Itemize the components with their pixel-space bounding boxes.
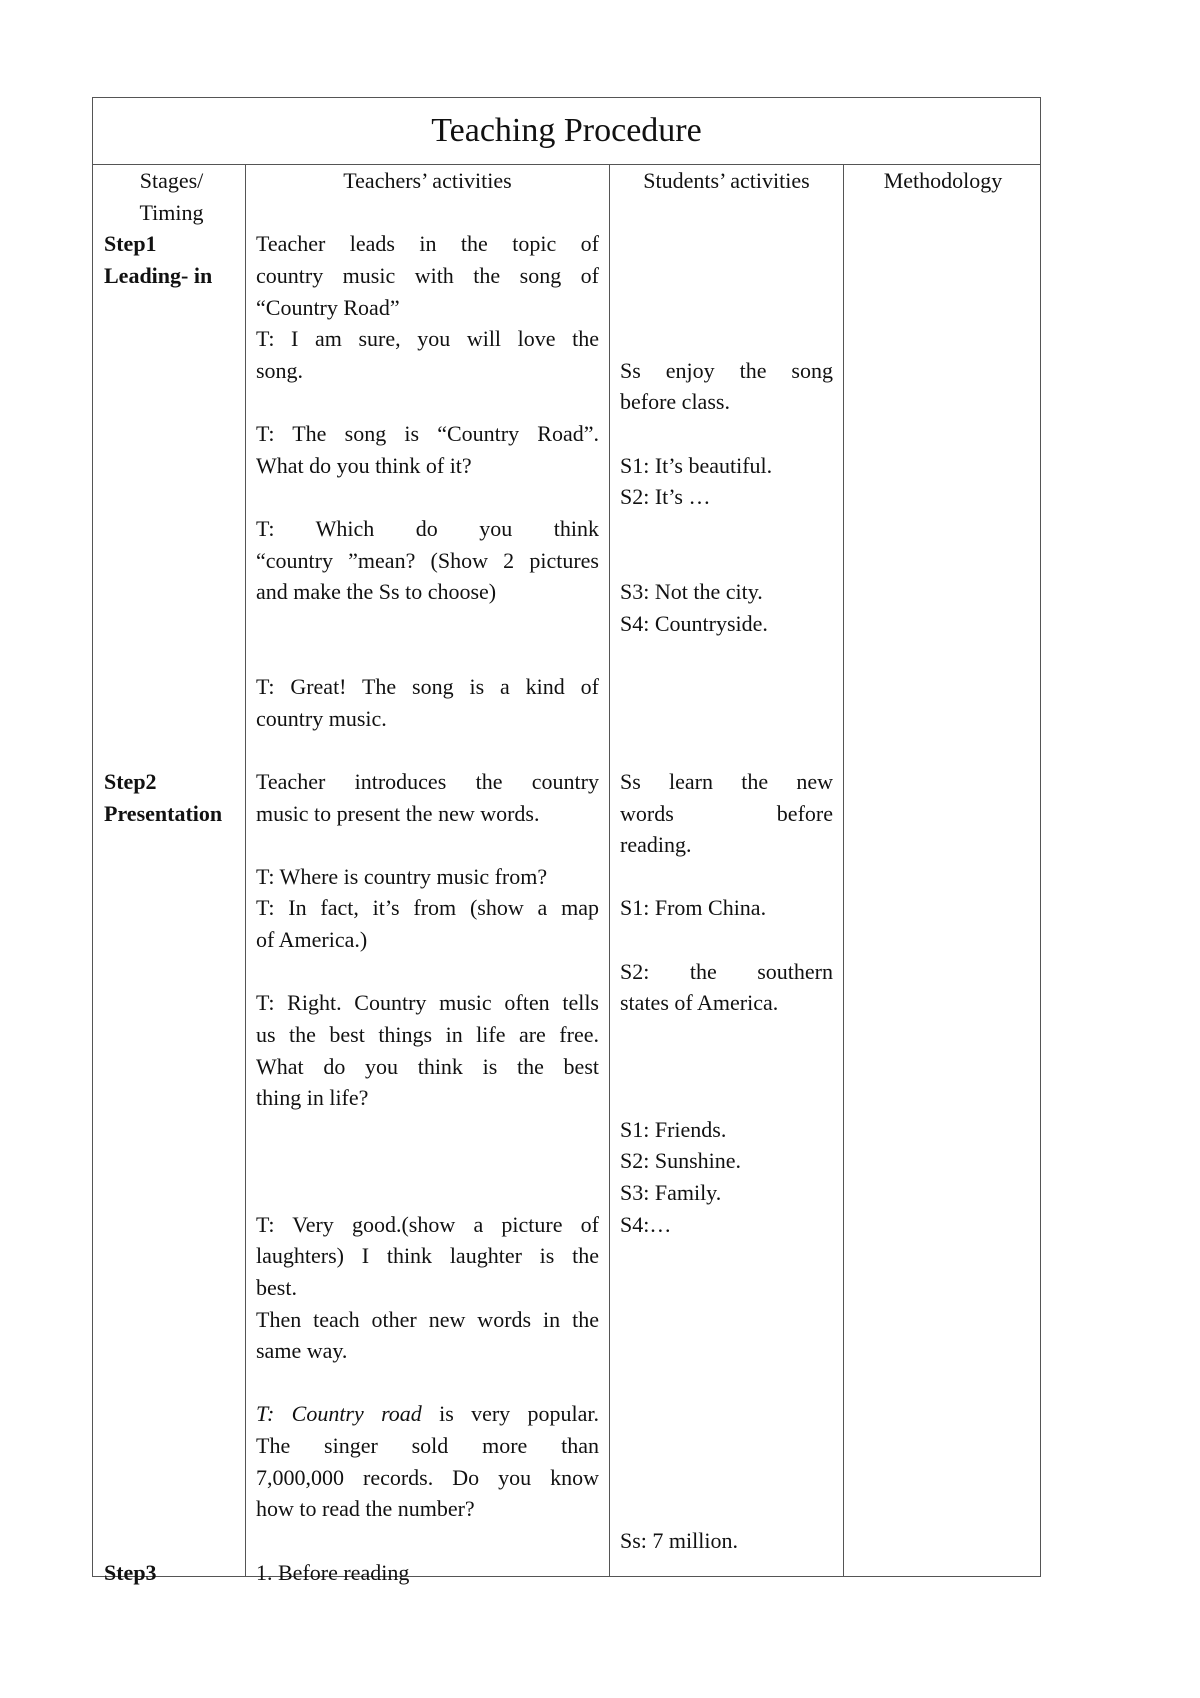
cell-line: [620, 292, 833, 324]
cell-line: [256, 481, 599, 513]
cell-line: [256, 1209, 599, 1241]
cell-line: [104, 734, 239, 766]
line-text: Step3: [104, 1559, 157, 1585]
line-text: S2: the southern: [620, 958, 833, 984]
cell-line: [620, 1209, 833, 1241]
cell-line: [104, 260, 239, 292]
cell-line: [104, 1082, 239, 1114]
column-header: [620, 165, 833, 197]
cell-line: [620, 1177, 833, 1209]
cell-line: [256, 1177, 599, 1209]
cell-line: [620, 481, 833, 513]
cell-line: [256, 734, 599, 766]
cell-line: [256, 1304, 599, 1336]
cell-line: [620, 1145, 833, 1177]
cell-line: [256, 798, 599, 830]
cell-line: [620, 1335, 833, 1367]
column-divider: [245, 164, 246, 1576]
line-text: laughters) I think laughter is the: [256, 1243, 599, 1269]
cell-line: [256, 228, 599, 260]
cell-line: [104, 386, 239, 418]
cell-line: [104, 1462, 239, 1494]
cell-line: [104, 766, 239, 798]
students-activities-column: [620, 165, 833, 1557]
column-header: [853, 165, 1033, 197]
line-text: T: Where is country music from?: [256, 863, 548, 889]
cell-line: [620, 608, 833, 640]
line-text: T: The song is “Country Road”.: [256, 421, 599, 446]
line-text: before class.: [620, 389, 730, 415]
line-text: states of America.: [620, 990, 779, 1016]
cell-line: [104, 608, 239, 640]
line-text: Students’ activities: [643, 168, 810, 193]
cell-line: [104, 1557, 239, 1589]
cell-line: [256, 987, 599, 1019]
cell-line: [256, 513, 599, 545]
cell-line: [256, 450, 599, 482]
cell-line: [104, 355, 239, 387]
cell-line: [620, 924, 833, 956]
cell-line: [104, 1051, 239, 1083]
line-text: song.: [256, 357, 304, 383]
line-text: S1: From China.: [620, 895, 767, 921]
cell-line: [256, 703, 599, 735]
cell-line: [256, 323, 599, 355]
cell-line: [620, 861, 833, 893]
line-text: how to read the number?: [256, 1496, 475, 1522]
cell-line: [104, 1272, 239, 1304]
cell-line: [104, 1145, 239, 1177]
line-text: country music.: [256, 705, 387, 731]
cell-line: [104, 228, 239, 260]
cell-line: [256, 639, 599, 671]
cell-line: [104, 1493, 239, 1525]
cell-line: [620, 418, 833, 450]
cell-line: [620, 545, 833, 577]
cell-line: [620, 323, 833, 355]
line-text: “country ”mean? (Show 2 pictures: [256, 547, 599, 573]
line-text: reading.: [620, 832, 692, 858]
line-text: Teachers’ activities: [343, 168, 512, 193]
cell-line: [104, 1240, 239, 1272]
line-text: words before: [620, 800, 833, 826]
cell-line: [620, 1240, 833, 1272]
cell-line: [256, 1430, 599, 1462]
cell-line: [104, 545, 239, 577]
cell-line: [620, 798, 833, 830]
cell-line: [256, 386, 599, 418]
line-text: Teacher introduces the country: [256, 768, 599, 794]
line-text: S2: Sunshine.: [620, 1148, 742, 1174]
cell-line: [104, 576, 239, 608]
cell-line: [104, 798, 239, 830]
line-text: Step1: [104, 231, 157, 257]
cell-line: [256, 1082, 599, 1114]
line-text: Step2: [104, 768, 157, 794]
cell-line: [620, 703, 833, 735]
line-text: Methodology: [883, 168, 1003, 193]
cell-line: [104, 1335, 239, 1367]
line-text: S3: Not the city.: [620, 579, 763, 605]
line-text: is very popular.: [421, 1401, 599, 1427]
cell-line: [620, 355, 833, 387]
cell-line: [256, 766, 599, 798]
line-text: Ss: 7 million.: [620, 1527, 738, 1553]
cell-line: [104, 513, 239, 545]
line-text: S3: Family.: [620, 1180, 722, 1205]
cell-line: [620, 1082, 833, 1114]
cell-line: [620, 450, 833, 482]
cell-line: [620, 1114, 833, 1146]
cell-line: [256, 1557, 599, 1589]
line-text: What do you think of it?: [256, 452, 472, 478]
cell-line: [104, 861, 239, 893]
cell-line: [620, 1272, 833, 1304]
cell-line: [620, 892, 833, 924]
cell-line: [256, 1114, 599, 1146]
cell-line: [256, 924, 599, 956]
cell-line: [104, 1304, 239, 1336]
cell-line: [256, 1525, 599, 1557]
cell-line: [256, 861, 599, 893]
line-text: T: In fact, it’s from (show a map: [256, 895, 599, 921]
line-text: S2: It’s …: [620, 484, 711, 510]
cell-line: [620, 386, 833, 418]
line-text: us the best things in life are free.: [256, 1021, 599, 1047]
cell-line: [104, 1019, 239, 1051]
line-text: T: I am sure, you will love the: [256, 326, 599, 352]
cell-line: [104, 639, 239, 671]
cell-line: [104, 1367, 239, 1399]
cell-line: [256, 829, 599, 861]
cell-line: [620, 228, 833, 260]
line-text: What do you think is the best: [256, 1053, 599, 1079]
cell-line: [620, 1051, 833, 1083]
line-text: T: Which do you think: [256, 515, 599, 541]
cell-line: [620, 197, 833, 229]
cell-line: [104, 671, 239, 703]
cell-line: [256, 608, 599, 640]
line-text: same way.: [256, 1338, 348, 1364]
line-text: music to present the new words.: [256, 800, 540, 826]
cell-line: [104, 829, 239, 861]
stages-column: [104, 165, 239, 1588]
cell-line: [620, 576, 833, 608]
cell-line: [104, 1177, 239, 1209]
line-text: Teacher leads in the topic of: [256, 231, 599, 257]
cell-line: [256, 1398, 599, 1430]
cell-line: [620, 1430, 833, 1462]
line-text: best.: [256, 1274, 297, 1300]
line-text: 1. Before reading: [256, 1559, 410, 1585]
cell-line: [104, 292, 239, 324]
cell-line: [620, 1398, 833, 1430]
cell-line: [620, 1525, 833, 1557]
cell-line: [620, 1019, 833, 1051]
cell-line: [104, 1430, 239, 1462]
cell-line: [256, 1272, 599, 1304]
cell-line: [620, 639, 833, 671]
line-text: The singer sold more than: [256, 1433, 599, 1458]
column-header: [104, 165, 239, 197]
cell-line: [104, 1398, 239, 1430]
cell-line: [104, 956, 239, 988]
cell-line: [104, 1525, 239, 1557]
cell-line: [104, 924, 239, 956]
line-text: “Country Road”: [256, 294, 400, 320]
line-text: thing in life?: [256, 1085, 369, 1111]
teaching-procedure-table: [92, 97, 1041, 1585]
cell-line: [104, 987, 239, 1019]
column-header: [256, 165, 599, 197]
cell-line: [104, 197, 239, 229]
teachers-activities-column: [256, 165, 599, 1588]
line-text: Leading- in: [104, 262, 213, 288]
cell-line: [104, 1114, 239, 1146]
cell-line: [104, 703, 239, 735]
cell-line: [256, 1367, 599, 1399]
cell-line: [256, 1335, 599, 1367]
cell-line: [104, 323, 239, 355]
line-text: 7,000,000 records. Do you know: [256, 1464, 599, 1490]
line-text: and make the Ss to choose): [256, 579, 497, 605]
cell-line: [620, 260, 833, 292]
column-divider: [609, 164, 610, 1576]
cell-line: [256, 892, 599, 924]
line-text: S1: Friends.: [620, 1116, 727, 1142]
cell-line: [256, 1051, 599, 1083]
line-text: T: Great! The song is a kind of: [256, 674, 599, 699]
line-text: country music with the song of: [256, 262, 599, 288]
cell-line: [256, 1493, 599, 1525]
cell-line: [104, 892, 239, 924]
line-text: Ss enjoy the song: [620, 357, 833, 383]
cell-line: [104, 450, 239, 482]
cell-line: [104, 481, 239, 513]
cell-line: [256, 1240, 599, 1272]
cell-line: [620, 1304, 833, 1336]
cell-line: [620, 513, 833, 545]
line-text: Stages/: [139, 168, 204, 193]
line-text: Presentation: [104, 800, 223, 826]
table-title: Teaching Procedure: [431, 112, 702, 149]
cell-line: [256, 292, 599, 324]
line-text: of America.): [256, 927, 368, 952]
cell-line: [256, 956, 599, 988]
cell-line: [256, 1145, 599, 1177]
cell-line: [620, 1367, 833, 1399]
methodology-column: [853, 165, 1033, 197]
cell-line: [620, 766, 833, 798]
cell-line: [620, 734, 833, 766]
cell-line: [256, 1462, 599, 1494]
column-divider: [843, 164, 844, 1576]
line-text: Then teach other new words in the: [256, 1306, 599, 1332]
cell-line: [620, 829, 833, 861]
cell-line: [620, 1462, 833, 1494]
cell-line: [256, 671, 599, 703]
cell-line: [256, 418, 599, 450]
cell-line: [256, 1019, 599, 1051]
cell-line: [256, 545, 599, 577]
italic-text: T: Country road: [256, 1401, 422, 1427]
cell-line: [104, 1209, 239, 1241]
cell-line: [256, 355, 599, 387]
cell-line: [620, 671, 833, 703]
line-text: Timing: [139, 199, 204, 225]
line-text: T: Very good.(show a picture of: [256, 1211, 599, 1237]
cell-line: [104, 418, 239, 450]
line-text: S4:…: [620, 1211, 672, 1237]
cell-line: [620, 956, 833, 988]
cell-line: [620, 1493, 833, 1525]
line-text: Ss learn the new: [620, 768, 833, 794]
line-text: S1: It’s beautiful.: [620, 452, 773, 478]
cell-line: [256, 197, 599, 229]
cell-line: [256, 260, 599, 292]
line-text: S4: Countryside.: [620, 610, 768, 636]
line-text: T: Right. Country music often tells: [256, 990, 599, 1016]
cell-line: [620, 987, 833, 1019]
cell-line: [256, 576, 599, 608]
